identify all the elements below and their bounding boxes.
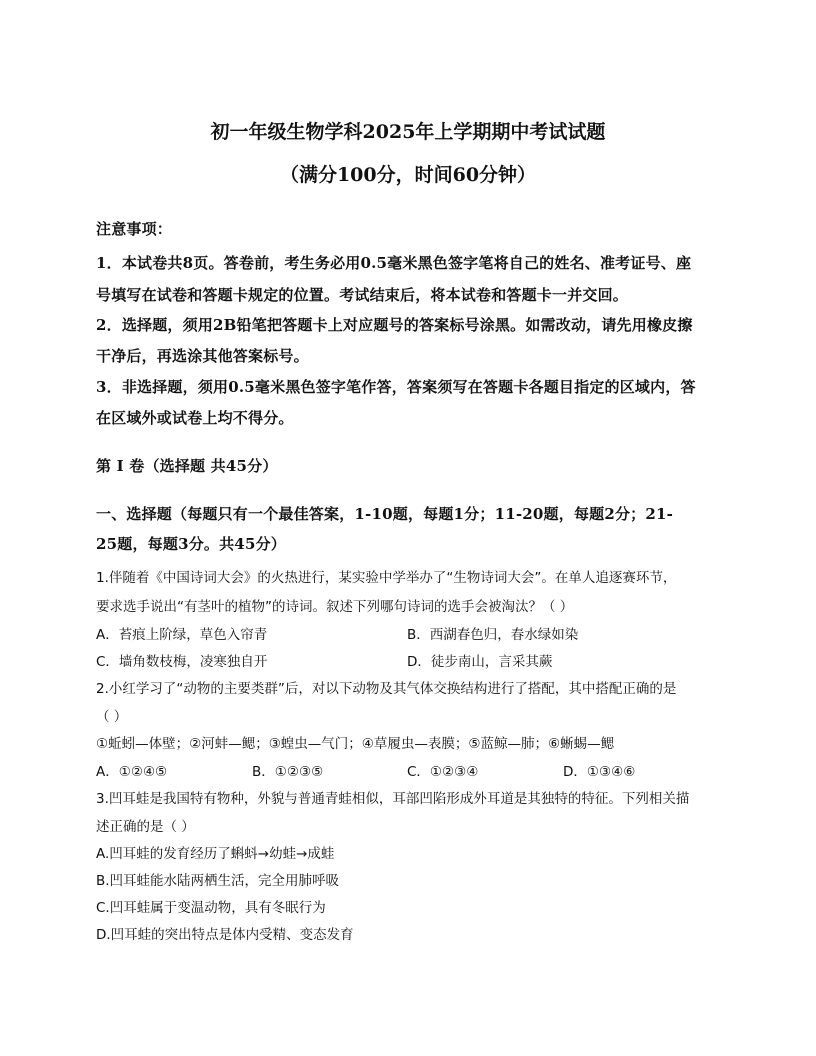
question-3-stem: 3.凹耳蛙是我国特有物种，外貌与普通青蛙相似，耳部凹陷形成外耳道是其独特的特征。下列相关描 [96,791,690,807]
exam-subtitle: （满分100分，时间60分钟） [279,164,537,186]
part-title: 一、选择题（每题只有一个最佳答案，1-10题，每题1分；11-20题，每题2分；21- [96,505,674,523]
question-1-stem: 要求选手说出“有茎叶的植物”的诗词。叙述下列哪句诗词的选手会被淘汰？（ ） [96,599,574,615]
notice-line: 干净后，再选涂其他答案标号。 [96,347,309,365]
question-2-option-b: B．①②③⑤ [252,764,324,780]
exam-title: 初一年级生物学科2025年上学期期中考试试题 [210,121,606,143]
notice-line: 在区域外或试卷上均不得分。 [96,409,294,427]
question-2-option-c: C．①②③④ [407,764,479,780]
question-3-option-d: D.凹耳蛙的突出特点是体内受精、变态发育 [96,927,354,943]
question-1-stem: 1.伴随着《中国诗词大会》的火热进行，某实验中学举办了“生物诗词大会”。在单人追逐赛环节， [96,570,677,586]
question-2-statements: ①蚯蚓—体壁；②河蚌—鳃；③蝗虫—气门；④草履虫—表膜；⑤蓝鲸—肺；⑥蜥蜴—鳃 [96,736,615,752]
notice-line: 1．本试卷共8页。答卷前，考生务必用0.5毫米黑色签字笔将自己的姓名、准考证号、座 [96,254,692,272]
notice-heading: 注意事项： [96,220,173,238]
part-title: 25题，每题3分。共45分） [96,535,286,553]
question-2-option-a: A．①②④⑤ [96,764,168,780]
question-3-option-a: A.凹耳蛙的发育经历了蝌蚪→幼蛙→成蛙 [96,846,335,862]
notice-line: 2．选择题，须用2B铅笔把答题卡上对应题号的答案标号涂黑。如需改动，请先用橡皮擦 [96,316,693,334]
question-1-option-d: D．徒步南山，言采其蕨 [407,654,553,670]
question-3-stem: 述正确的是（ ） [96,819,195,835]
question-2-stem: 2.小红学习了“动物的主要类群”后，对以下动物及其气体交换结构进行了搭配，其中搭配正确的是 [96,681,677,697]
question-2-stem: （ ） [96,709,128,725]
question-3-option-b: B.凹耳蛙能水陆两栖生活，完全用肺呼吸 [96,873,340,889]
question-1-option-b: B．西湖春色归，春水绿如染 [407,627,579,643]
question-1-option-a: A．苔痕上阶绿，草色入帘青 [96,627,268,643]
notice-line: 3．非选择题，须用0.5毫米黑色签字笔作答，答案须写在答题卡各题目指定的区域内，答 [96,378,696,396]
question-2-option-d: D．①③④⑥ [563,764,636,780]
question-1-option-c: C．墙角数枝梅，凌寒独自开 [96,654,268,670]
volume-title: 第 Ⅰ 卷（选择题 共45分） [96,457,278,475]
question-3-option-c: C.凹耳蛙属于变温动物，具有冬眠行为 [96,900,326,916]
notice-line: 号填写在试卷和答题卡规定的位置。考试结束后，将本试卷和答题卡一并交回。 [96,286,629,304]
